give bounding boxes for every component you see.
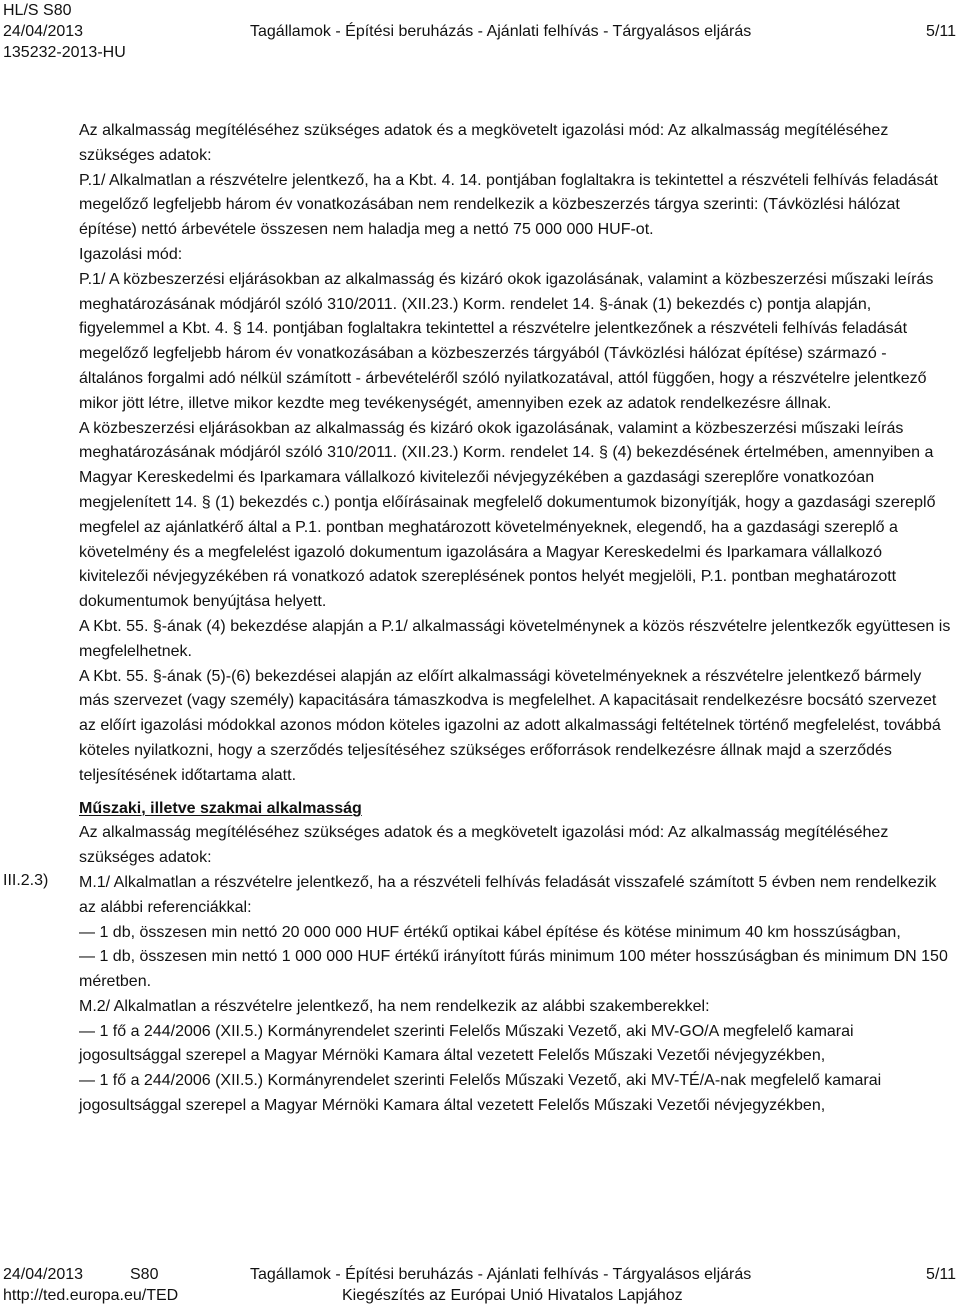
footer-url[interactable]: http://ted.europa.eu/TED [3,1287,179,1304]
header-date: 24/04/2013 [3,23,84,40]
doc-code: HL/S S80 [3,2,72,19]
paragraph: — 1 fő a 244/2006 (XII.5.) Kormányrendelet szerinti Felelős Műszaki Vezető, aki MV-GO/A megfelelő kamarai jogosultsággal szerepel a Magyar Mérnöki Kamara által vezetett Felelős Műszaki Vezetői névjegyzékben, [79,1022,854,1065]
footer-date: 24/04/2013 [3,1266,84,1283]
footer-subtitle: Kiegészítés az Európai Unió Hivatalos Lapjához [342,1287,683,1304]
paragraph: A Kbt. 55. §-ának (5)-(6) bekezdései alapján az előírt alkalmassági követelményeknek a részvételre jelentkező bármely más szervezet (vagy személy) kapacitására támaszkodva is megfelelhet. A kapacitásait rendelkezésre bocsátó szervezet az előírt igazolási módokkal azonos módon köteles igazolni az adott alkalmassági feltételnek történő megfelelést, továbbá köteles nyilatkozni, hogy a szerződés teljesítéséhez szükséges erőforrások rendelkezésre állnak majd a szerződés teljesítésének időtartama alatt. [79,667,941,784]
header-page-number: 5/11 [926,23,956,40]
section-heading: Műszaki, illetve szakmai alkalmasság [79,799,362,817]
paragraph: P.1/ A közbeszerzési eljárásokban az alkalmasság és kizáró okok igazolásának, valamint a közbeszerzési műszaki leírás meghatározásának módjáról szóló 310/2011. (XII.23.) Korm. rendelet 14. §-ának (1) bekezdés c) pontja alapján, figyelemmel a Kbt. 4. § 14. pontjában foglaltakra tekintettel a részvételre jelentkezőnek a részvételi felhívás feladását megelőző legfeljebb három év vonatkozásában a közbeszerzés tárgyából (Távközlési hálózat építése) származó - általános forgalmi adó nélkül számított - árbevételéről szóló nyilatkozatával, attól függően, hogy a részvételre jelentkező mikor jött létre, illetve mikor kezdte meg tevékenységét, amennyiben ezek az adatok rendelkezésre állnak. [79,270,934,412]
document-body [79,119,951,1119]
paragraph: A közbeszerzési eljárásokban az alkalmasság és kizáró okok igazolásának, valamint a közbeszerzési műszaki leírás meghatározásának módjáról szóló 310/2011. (XII.23.) Korm. rendelet 14. § (4) bekezdésének értelmében, amennyiben a Magyar Kereskedelmi és Iparkamara vállalkozó kivitelezői névjegyzékében a gazdasági szereplőre vonatkozóan megjelenített 14. § (1) bekezdés c.) pontja előírásainak megfelelő dokumentumok bizonyítják, hogy a gazdasági szereplő megfelel az ajánlatkérő által a P.1. pontban meghatározott követelményeknek, elegendő, ha a gazdasági szereplő a követelmény és a megfelelést igazoló dokumentum igazolására a Magyar Kereskedelmi és Iparkamara vállalkozó kivitelezői névjegyzékében rá vonatkozó adatok szereplésének pontos helyét megjelöli, P.1. pontban meghatározott dokumentumok benyújtása helyett. [79,419,936,611]
paragraph: Az alkalmasság megítéléséhez szükséges adatok és a megkövetelt igazolási mód: Az alkalmasság megítéléséhez szükséges adatok: [79,824,889,867]
paragraph: Az alkalmasság megítéléséhez szükséges adatok és a megkövetelt igazolási mód: Az alkalmasság megítéléséhez szükséges adatok: [79,122,889,164]
page-footer [0,1264,960,1306]
header-title: Tagállamok - Építési beruházás - Ajánlati felhívás - Tárgyalásos eljárás [250,23,752,40]
paragraph: Igazolási mód: [79,245,183,263]
footer-page-number: 5/11 [926,1266,956,1283]
paragraph: — 1 fő a 244/2006 (XII.5.) Kormányrendelet szerinti Felelős Műszaki Vezető, aki MV-TÉ/A-nak megfelelő kamarai jogosultsággal szerepel a Magyar Mérnöki Kamara által vezetett Felelős Műszaki Vezetői névjegyzékben, [79,1072,882,1115]
paragraph: M.2/ Alkalmatlan a részvételre jelentkező, ha nem rendelkezik az alábbi szakemberekkel: [79,997,710,1015]
section-number: III.2.3) [3,872,49,889]
paragraph: P.1/ Alkalmatlan a részvételre jelentkező, ha a Kbt. 4. 14. pontjában foglaltakra is tekintettel a részvételi felhívás feladását megelőző legfeljebb három év vonatkozásában nem rendelkezik a közbeszerzés tárgya szerinti: (Távközlési hálózat építése) nettó árbevétele összesen nem haladja meg a nettó 75 000 000 HUF-ot. [79,171,938,239]
page-header [0,0,960,63]
paragraph: A Kbt. 55. §-ának (4) bekezdése alapján a P.1/ alkalmassági követelménynek a közös részvételre jelentkezők együttesen is megfelelhetnek. [79,617,951,660]
footer-title: Tagállamok - Építési beruházás - Ajánlati felhívás - Tárgyalásos eljárás [250,1266,752,1283]
footer-code: S80 [130,1266,159,1283]
paragraph: — 1 db, összesen min nettó 20 000 000 HUF értékű optikai kábel építése és kötése minimum 40 km hosszúságban, [79,923,901,941]
paragraph: M.1/ Alkalmatlan a részvételre jelentkező, ha a részvételi felhívás feladását visszafelé számított 5 évben nem rendelkezik az alábbi referenciákkal: [79,873,937,916]
header-reference: 135232-2013-HU [3,44,126,61]
spacer [79,789,951,797]
paragraph: — 1 db, összesen min nettó 1 000 000 HUF értékű irányított fúrás minimum 100 méter hosszúságban és minimum DN 150 méretben. [79,948,948,991]
